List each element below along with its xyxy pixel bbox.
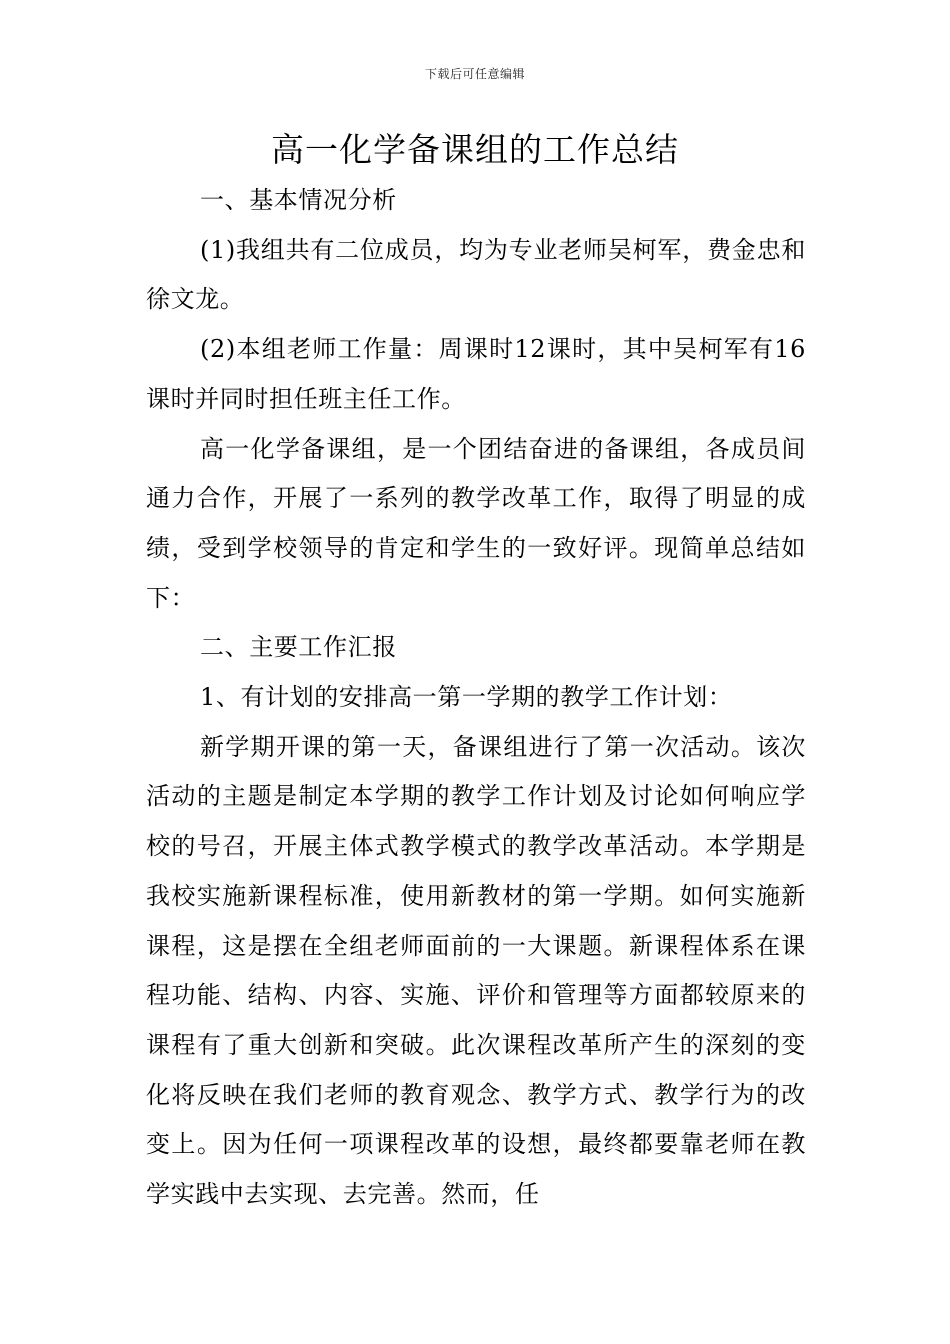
- document-title: 高一化学备课组的工作总结: [271, 130, 679, 169]
- subheading-plan: 1、有计划的安排高一第一学期的教学工作计划：: [200, 683, 733, 712]
- paragraph-first-activity: 新学期开课的第一天，备课组进行了第一次活动。该次活动的主题是制定本学期的教学工作计划及讨论如何响应学校的号召，开展主体式教学模式的教学改革活动。本学期是我校实施新课程标准，使用新教材的第一学期。如何实施新课程，这是摆在全组老师面前的一大课题。新课程体系在课程功能、结构、内容、实施、评价和管理等方面都较原来的课程有了重大创新和突破。此次课程改革所产生的深刻的变化将反映在我们老师的教育观念、教学方式、教学行为的改变上。因为任何一项课程改革的设想，最终都要靠老师在教学实践中去实现、去完善。然而，任: [146, 732, 806, 1209]
- document-body: [146, 176, 806, 1220]
- paragraph-workload: (2)本组老师工作量：周课时12课时，其中吴柯军有16课时并同时担任班主任工作。: [146, 335, 806, 413]
- paragraph-members: (1)我组共有二位成员，均为专业老师吴柯军，费金忠和徐文龙。: [146, 235, 806, 314]
- paragraph-summary-intro: 高一化学备课组，是一个团结奋进的备课组，各成员间通力合作，开展了一系列的教学改革工作，取得了明显的成绩，受到学校领导的肯定和学生的一致好评。现简单总结如下：: [146, 434, 806, 612]
- header-note: 下载后可任意编辑: [424, 67, 525, 81]
- section-heading-work-report: 二、主要工作汇报: [200, 633, 397, 662]
- section-heading-basic: 一、基本情况分析: [200, 186, 397, 214]
